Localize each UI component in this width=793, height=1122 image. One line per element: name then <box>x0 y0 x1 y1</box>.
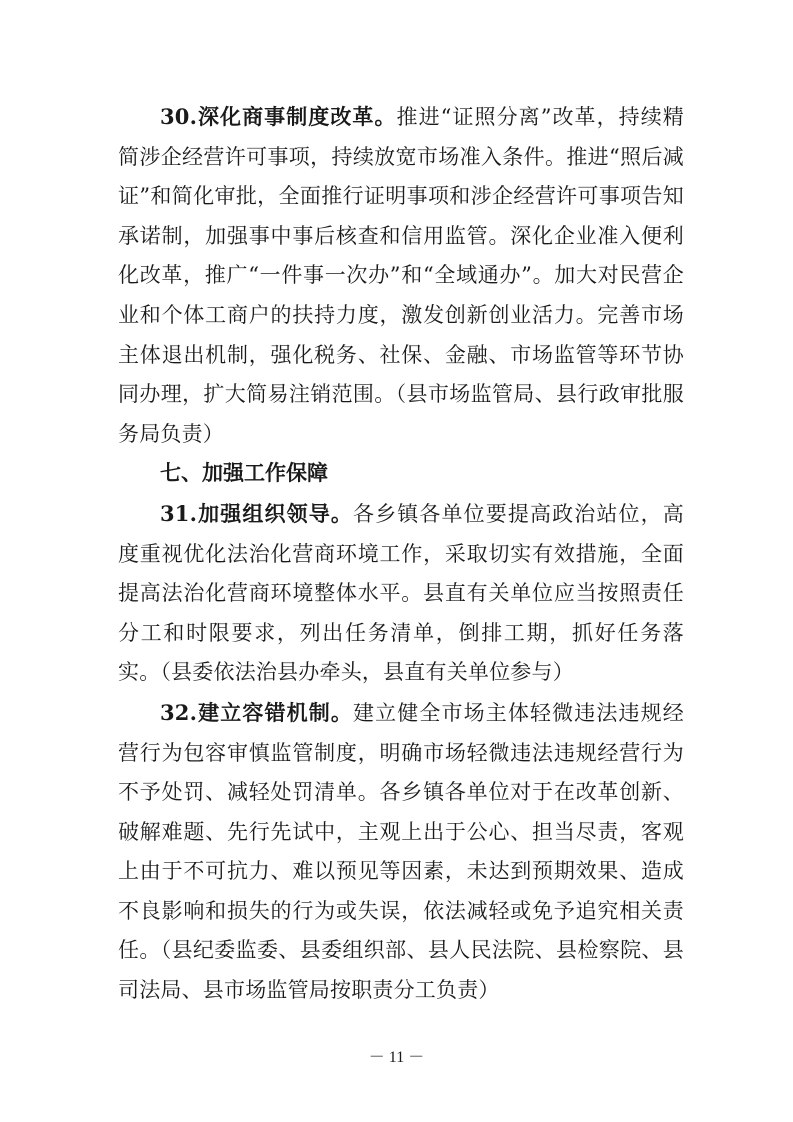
item-30-paragraph <box>118 97 684 454</box>
item-31-text: 各乡镇各单位要提高政治站位，高度重视优化法治化营商环境工作，采取切实有效措施，全面提高法治化营商环境整体水平。县直有关单位应当按照责任分工和时限要求，列出任务清单，倒排工期，抓好任务落实。（县委依法治县办牵头，县直有关单位参与） <box>118 501 684 685</box>
item-32-text: 建立健全市场主体轻微违法违规经营行为包容审慎监管制度，明确市场轻微违法违规经营行为不予处罚、减轻处罚清单。各乡镇各单位对于在改革创新、破解难题、先行先试中，主观上出于公心、担当尽责，客观上由于不可抗力、难以预见等因素，未达到预期效果、造成不良影响和损失的行为或失误，依法减轻或免予追究相关责任。（县纪委监委、县委组织部、县人民法院、县检察院、县司法局、县市场监管局按职责分工负责） <box>118 700 684 1003</box>
item-32-paragraph <box>118 693 684 1011</box>
item-32-title: 32.建立容错机制。 <box>160 699 353 725</box>
item-30-text: 推进“证照分离”改革，持续精简涉企经营许可事项，持续放宽市场准入条件。推进“照后减证”和简化审批，全面推行证明事项和涉企经营许可事项告知承诺制，加强事中事后核查和信用监管。深化企业准入便利化改革，推广“一件事一次办”和“全域通办”。加大对民营企业和个体工商户的扶持力度，激发创新创业活力。完善市场主体退出机制，强化税务、社保、金融、市场监管等环节协同办理，扩大简易注销范围。（县市场监管局、县行政审批服务局负责） <box>118 105 684 446</box>
item-30-title: 30.深化商事制度改革。 <box>160 104 397 129</box>
section-heading: 七、加强工作保障 <box>160 461 328 486</box>
item-31-paragraph <box>118 494 684 693</box>
page-number: － 11 － <box>368 1049 425 1066</box>
item-31-title: 31.加强组织领导。 <box>160 500 353 526</box>
document-body <box>118 97 684 1011</box>
